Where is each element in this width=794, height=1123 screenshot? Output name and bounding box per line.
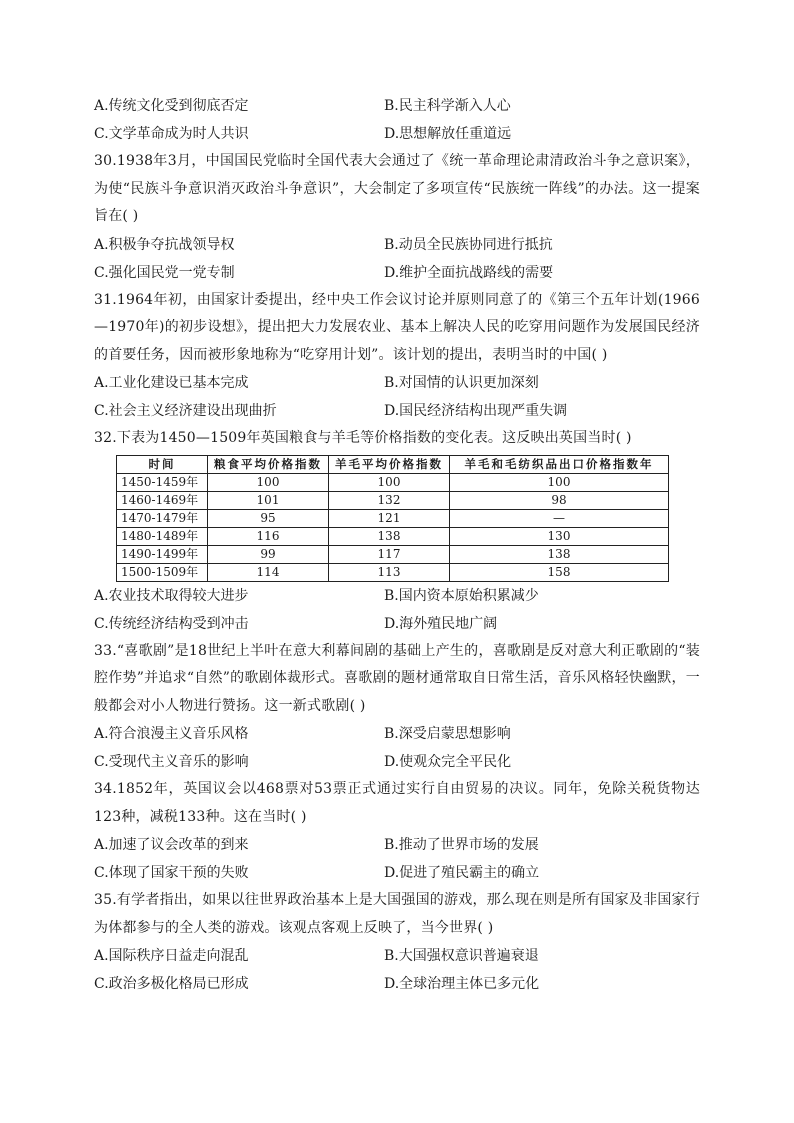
option-c[interactable]: C.社会主义经济建设出现曲折	[94, 403, 277, 419]
option-b[interactable]: B.国内资本原始积累减少	[384, 587, 539, 604]
option-d[interactable]: D.促进了殖民霸主的确立	[384, 865, 540, 881]
header-grain: 粮食平均价格指数	[208, 455, 329, 473]
cell-grain: 95	[208, 509, 329, 527]
header-wool: 羊毛平均价格指数	[329, 455, 450, 473]
question-34	[94, 776, 700, 887]
table-row	[117, 491, 669, 509]
option-a[interactable]: A.符合浪漫主义音乐风格	[94, 726, 249, 742]
option-a[interactable]: A.积极争夺抗战领导权	[94, 236, 235, 253]
cell-period: 1490-1499年	[117, 545, 208, 563]
option-a[interactable]: A.加速了议会改革的到来	[94, 837, 249, 853]
cell-period: 1480-1489年	[117, 527, 208, 545]
cell-period: 1500-1509年	[117, 563, 208, 581]
header-export: 羊毛和毛纺织品出口价格指数年	[450, 455, 669, 473]
cell-wool: 138	[329, 527, 450, 545]
cell-grain: 101	[208, 491, 329, 509]
option-d[interactable]: D.使观众完全平民化	[384, 754, 512, 770]
cell-period: 1470-1479年	[117, 509, 208, 527]
option-d[interactable]: D.国民经济结构出现严重失调	[384, 403, 568, 419]
question-stem: 33.“喜歌剧”是18世纪上半叶在意大利幕间剧的基础上产生的，喜歌剧是反对意大利正歌剧的“装腔作势”并追求“自然”的歌剧体裁形式。喜歌剧的题材通常取自日常生活，音乐风格轻快幽默，一般都会对小人物进行赞扬。这一新式歌剧( )	[94, 642, 700, 714]
exam-page	[94, 92, 700, 998]
question-35	[94, 887, 700, 998]
option-b[interactable]: B.民主科学渐入人心	[384, 98, 511, 114]
option-d[interactable]: D.海外殖民地广阔	[384, 615, 498, 632]
cell-wool: 100	[329, 473, 450, 491]
question-stem: 34.1852年，英国议会以468票对53票正式通过实行自由贸易的决议。同年，免除关税货物达123种，减税133种。这在当时( )	[94, 781, 700, 825]
cell-period: 1460-1469年	[117, 491, 208, 509]
option-a[interactable]: A.农业技术取得较大进步	[94, 587, 249, 604]
option-c[interactable]: C.政治多极化格局已形成	[94, 976, 249, 992]
cell-export: 158	[450, 563, 669, 581]
option-d[interactable]: D.全球治理主体已多元化	[384, 976, 540, 992]
price-index-table	[116, 455, 669, 582]
question-30	[94, 148, 700, 287]
table-row	[117, 527, 669, 545]
header-period: 时间	[117, 455, 208, 473]
cell-wool: 121	[329, 509, 450, 527]
question-stem: 32.下表为1450—1509年英国粮食与羊毛等价格指数的变化表。这反映出英国当时( )	[94, 430, 632, 446]
option-b[interactable]: B.大国强权意识普遍衰退	[384, 948, 539, 964]
option-c[interactable]: C.文学革命成为时人共识	[94, 126, 249, 142]
option-b[interactable]: B.动员全民族协同进行抵抗	[384, 236, 553, 253]
question-33	[94, 638, 700, 777]
option-b[interactable]: B.推动了世界市场的发展	[384, 837, 539, 853]
cell-export: 100	[450, 473, 669, 491]
cell-export: 98	[450, 491, 669, 509]
cell-export: 138	[450, 545, 669, 563]
question-32	[94, 425, 700, 638]
option-a[interactable]: A.工业化建设已基本完成	[94, 375, 249, 391]
cell-wool: 117	[329, 545, 450, 563]
question-31	[94, 287, 700, 426]
table-row	[117, 563, 669, 581]
option-c[interactable]: C.体现了国家干预的失败	[94, 865, 249, 881]
cell-wool: 113	[329, 563, 450, 581]
option-a[interactable]: A.传统文化受到彻底否定	[94, 98, 249, 114]
table-header-row	[117, 455, 669, 473]
question-stem: 30.1938年3月，中国国民党临时全国代表大会通过了《统一革命理论肃清政治斗争之意识案》，为使“民族斗争意识消灭政治斗争意识”，大会制定了多项宣传“民族统一阵线”的办法。这一提案旨在( )	[94, 153, 700, 224]
table-row	[117, 545, 669, 563]
option-a[interactable]: A.国际秩序日益走向混乱	[94, 948, 249, 964]
table-row	[117, 473, 669, 491]
option-c[interactable]: C.受现代主义音乐的影响	[94, 754, 249, 770]
cell-wool: 132	[329, 491, 450, 509]
option-d[interactable]: D.维护全面抗战路线的需要	[384, 264, 554, 281]
question-stem: 31.1964年初，由国家计委提出，经中央工作会议讨论并原则同意了的《第三个五年计划(1966—1970年)的初步设想》，提出把大力发展农业、基本上解决人民的吃穿用问题作为发展国民经济的首要任务，因而被形象地称为“吃穿用计划”。该计划的提出，表明当时的中国( )	[94, 291, 700, 363]
option-c[interactable]: C.强化国民党一党专制	[94, 264, 235, 281]
option-c[interactable]: C.传统经济结构受到冲击	[94, 615, 249, 632]
cell-grain: 116	[208, 527, 329, 545]
q29-options	[94, 92, 700, 148]
cell-export: —	[450, 509, 669, 527]
cell-export: 130	[450, 527, 669, 545]
cell-grain: 100	[208, 473, 329, 491]
option-d[interactable]: D.思想解放任重道远	[384, 126, 512, 142]
cell-grain: 99	[208, 545, 329, 563]
option-b[interactable]: B.深受启蒙思想影响	[384, 726, 511, 742]
question-stem: 35.有学者指出，如果以往世界政治基本上是大国强国的游戏，那么现在则是所有国家及非国家行为体都参与的全人类的游戏。该观点客观上反映了，当今世界( )	[94, 892, 700, 936]
cell-period: 1450-1459年	[117, 473, 208, 491]
option-b[interactable]: B.对国情的认识更加深刻	[384, 375, 539, 391]
cell-grain: 114	[208, 563, 329, 581]
table-row	[117, 509, 669, 527]
